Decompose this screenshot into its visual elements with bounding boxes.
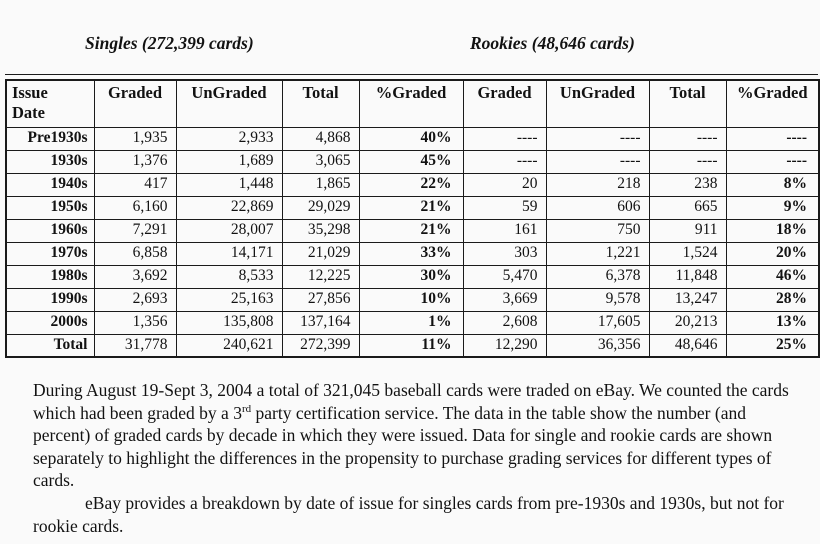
card-grading-table	[5, 79, 820, 358]
table-cell: 21,029	[282, 242, 359, 265]
caption-p1-text: During August 19-Sept 3, 2004 a total of 321,045 baseball cards were traded on eBay. We counted the cards which had been graded by a 3	[33, 380, 789, 423]
table-row	[6, 288, 819, 311]
table-row	[6, 196, 819, 219]
header-rookies-graded: Graded	[463, 80, 546, 127]
header-rookies-ungraded: UnGraded	[546, 80, 649, 127]
table-cell: 606	[546, 196, 649, 219]
table-cell: 45%	[359, 150, 463, 173]
table-cell: 1,448	[176, 173, 282, 196]
table-cell: 46%	[726, 265, 819, 288]
table-cell: 272,399	[282, 334, 359, 357]
table-cell: 665	[649, 196, 726, 219]
header-singles-total: Total	[282, 80, 359, 127]
table-cell: 9%	[726, 196, 819, 219]
row-label: 1970s	[6, 242, 94, 265]
table-cell: 35,298	[282, 219, 359, 242]
table-cell: 238	[649, 173, 726, 196]
table-cell: 25%	[726, 334, 819, 357]
table-cell: ----	[726, 150, 819, 173]
table-row	[6, 242, 819, 265]
table-cell: 161	[463, 219, 546, 242]
table-cell: 3,692	[94, 265, 176, 288]
table-cell: 5,470	[463, 265, 546, 288]
table-cell: 22%	[359, 173, 463, 196]
table-cell: ----	[463, 127, 546, 150]
row-label: Pre1930s	[6, 127, 94, 150]
table-cell: 2,693	[94, 288, 176, 311]
table-cell: ----	[546, 150, 649, 173]
header-row	[6, 80, 819, 127]
table-cell: 1,356	[94, 311, 176, 334]
table-cell: 20%	[726, 242, 819, 265]
table-cell: 218	[546, 173, 649, 196]
table-cell: 3,065	[282, 150, 359, 173]
table-cell: 6,378	[546, 265, 649, 288]
table-cell: 137,164	[282, 311, 359, 334]
table-cell: 1%	[359, 311, 463, 334]
table-cell: 28%	[726, 288, 819, 311]
table-cell: 8,533	[176, 265, 282, 288]
header-issue-date	[6, 80, 94, 127]
row-label: 1950s	[6, 196, 94, 219]
table-cell: 13%	[726, 311, 819, 334]
table-row	[6, 311, 819, 334]
table-cell: 48,646	[649, 334, 726, 357]
table-cell: 135,808	[176, 311, 282, 334]
table-cell: 12,290	[463, 334, 546, 357]
table-titles	[0, 0, 820, 74]
table-row	[6, 127, 819, 150]
table-cell: 30%	[359, 265, 463, 288]
table-cell: 36,356	[546, 334, 649, 357]
header-singles-graded: Graded	[94, 80, 176, 127]
table-cell: 1,376	[94, 150, 176, 173]
table-cell: 417	[94, 173, 176, 196]
table-cell: 1,524	[649, 242, 726, 265]
header-date-line: Date	[12, 103, 45, 122]
table-cell: 20,213	[649, 311, 726, 334]
table-cell: 7,291	[94, 219, 176, 242]
table-cell: 27,856	[282, 288, 359, 311]
table-cell: 31,778	[94, 334, 176, 357]
row-label: 1930s	[6, 150, 94, 173]
header-rookies-total: Total	[649, 80, 726, 127]
table-body	[6, 127, 819, 357]
row-label: 1980s	[6, 265, 94, 288]
singles-title: Singles (272,399 cards)	[85, 33, 254, 53]
table-cell: 17,605	[546, 311, 649, 334]
table-cell: 9,578	[546, 288, 649, 311]
table-row	[6, 150, 819, 173]
table-cell: 1,221	[546, 242, 649, 265]
header-singles-pctgraded: %Graded	[359, 80, 463, 127]
table-cell: 11,848	[649, 265, 726, 288]
table-cell: 33%	[359, 242, 463, 265]
table-cell: 4,868	[282, 127, 359, 150]
table-cell: 6,858	[94, 242, 176, 265]
table-cell: 240,621	[176, 334, 282, 357]
table-cell: 20	[463, 173, 546, 196]
table-cell: 13,247	[649, 288, 726, 311]
row-label: 1960s	[6, 219, 94, 242]
table-row	[6, 265, 819, 288]
table-cell: 911	[649, 219, 726, 242]
table-cell: 25,163	[176, 288, 282, 311]
caption-ordinal-superscript: rd	[241, 402, 252, 415]
table-cell: 40%	[359, 127, 463, 150]
row-label: 2000s	[6, 311, 94, 334]
table-header	[6, 80, 819, 127]
caption-paragraph-2: eBay provides a breakdown by date of issue for singles cards from pre-1930s and 1930s, but not for rookie cards.	[33, 492, 784, 536]
table-cell: 29,029	[282, 196, 359, 219]
table-cell: ----	[463, 150, 546, 173]
table-cell: 10%	[359, 288, 463, 311]
row-label: 1990s	[6, 288, 94, 311]
table-cell: 11%	[359, 334, 463, 357]
table-cell: 21%	[359, 219, 463, 242]
caption-text	[33, 379, 790, 537]
table-cell: 1,689	[176, 150, 282, 173]
table-cell: 28,007	[176, 219, 282, 242]
table-cell: 21%	[359, 196, 463, 219]
table-cell: 1,935	[94, 127, 176, 150]
table-cell: 6,160	[94, 196, 176, 219]
table-cell: 1,865	[282, 173, 359, 196]
row-label: Total	[6, 334, 94, 357]
table-cell: 18%	[726, 219, 819, 242]
header-rookies-pctgraded: %Graded	[726, 80, 819, 127]
table-row	[6, 173, 819, 196]
rookies-title: Rookies (48,646 cards)	[470, 33, 635, 53]
table-cell: ----	[546, 127, 649, 150]
table-cell: 2,608	[463, 311, 546, 334]
table-cell: 303	[463, 242, 546, 265]
table-cell: ----	[726, 127, 819, 150]
table-cell: 14,171	[176, 242, 282, 265]
table-cell: 3,669	[463, 288, 546, 311]
header-singles-ungraded: UnGraded	[176, 80, 282, 127]
caption-p1-text-cont: party certification service. The data in the table show the number (and percent) of graded cards by decade in which they were issued. Data for single and rookie cards are shown separately to highlight the differences in the propensity to purchase grading services for different types of cards.	[33, 402, 773, 491]
table-row	[6, 219, 819, 242]
table-cell: 12,225	[282, 265, 359, 288]
table-cell: ----	[649, 150, 726, 173]
table-cell: 59	[463, 196, 546, 219]
table-cell: ----	[649, 127, 726, 150]
table-cell: 2,933	[176, 127, 282, 150]
caption-paragraph-1	[33, 379, 790, 492]
table-cell: 22,869	[176, 196, 282, 219]
row-label: 1940s	[6, 173, 94, 196]
header-issue-line: Issue	[12, 83, 48, 102]
table-cell: 750	[546, 219, 649, 242]
table-row	[6, 334, 819, 357]
table-cell: 8%	[726, 173, 819, 196]
